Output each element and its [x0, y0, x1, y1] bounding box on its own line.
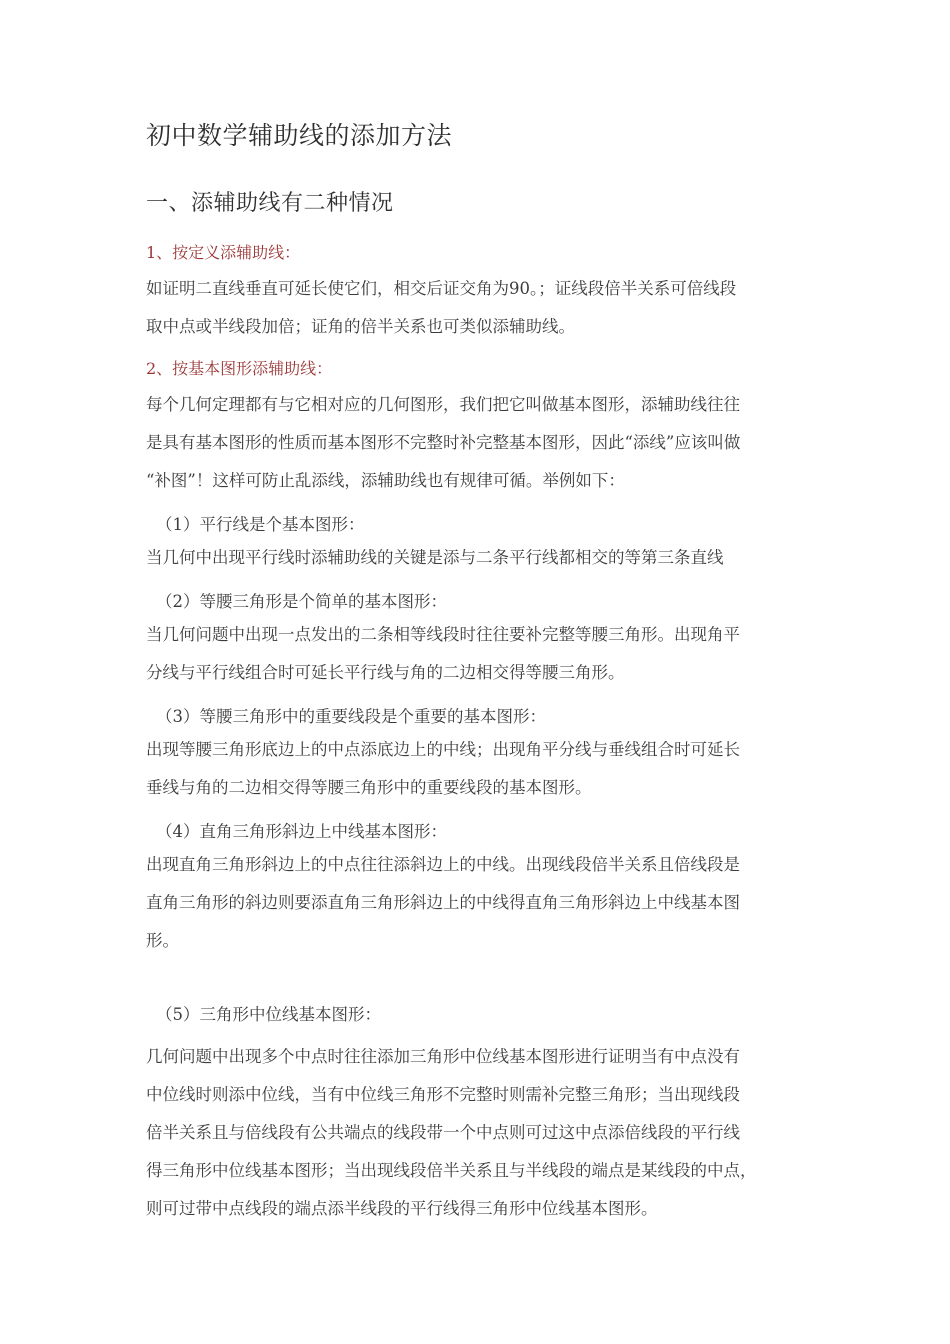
text-line: 出现直角三角形斜边上的中点往往添斜边上的中线。出现线段倍半关系且倍线段是 — [146, 855, 740, 874]
item-paragraph — [146, 539, 724, 577]
item-paragraph — [146, 616, 740, 692]
document-title: 初中数学辅助线的添加方法 — [146, 121, 453, 150]
item-paragraph — [146, 731, 740, 807]
item-label: （2）等腰三角形是个简单的基本图形： — [156, 592, 447, 611]
text-line: 当几何问题中出现一点发出的二条相等线段时往往要补完整等腰三角形。出现角平 — [146, 625, 740, 644]
paragraph-definition — [146, 270, 736, 346]
text-line: 直角三角形的斜边则要添直角三角形斜边上的中线得直角三角形斜边上中线基本图 — [146, 893, 740, 912]
item-label: （4）直角三角形斜边上中线基本图形： — [156, 822, 447, 841]
paragraph-basic-figure — [146, 386, 740, 500]
section-heading: 一、添辅助线有二种情况 — [146, 191, 394, 216]
text-line: 取中点或半线段加倍；证角的倍半关系也可类似添辅助线。 — [146, 317, 575, 336]
item-label: （1）平行线是个基本图形： — [156, 515, 365, 534]
item-paragraph — [146, 1038, 757, 1228]
text-line: 当几何中出现平行线时添辅助线的关键是添与二条平行线都相交的等第三条直线 — [146, 548, 724, 567]
text-line: 垂线与角的二边相交得等腰三角形中的重要线段的基本图形。 — [146, 778, 592, 797]
subsection-heading-basic-figure: 2、按基本图形添辅助线： — [146, 359, 333, 378]
text-line: 中位线时则添中位线，当有中位线三角形不完整时则需补完整三角形；当出现线段 — [146, 1085, 740, 1104]
item-label: （5）三角形中位线基本图形： — [156, 1005, 381, 1024]
text-line: “补图”！这样可防止乱添线，添辅助线也有规律可循。举例如下： — [146, 471, 625, 490]
text-line: 出现等腰三角形底边上的中点添底边上的中线；出现角平分线与垂线组合时可延长 — [146, 740, 740, 759]
text-line: 每个几何定理都有与它相对应的几何图形，我们把它叫做基本图形，添辅助线往往 — [146, 395, 740, 414]
text-line: 是具有基本图形的性质而基本图形不完整时补完整基本图形，因此“添线”应该叫做 — [146, 433, 741, 452]
text-line: 倍半关系且与倍线段有公共端点的线段带一个中点则可过这中点添倍线段的平行线 — [146, 1123, 740, 1142]
item-paragraph — [146, 846, 740, 960]
item-label: （3）等腰三角形中的重要线段是个重要的基本图形： — [156, 707, 546, 726]
text-line: 则可过带中点线段的端点添半线段的平行线得三角形中位线基本图形。 — [146, 1199, 658, 1218]
text-line: 如证明二直线垂直可延长使它们，相交后证交角为90。；证线段倍半关系可倍线段 — [146, 279, 737, 298]
text-line: 几何问题中出现多个中点时往往添加三角形中位线基本图形进行证明当有中点没有 — [146, 1047, 740, 1066]
text-line: 形。 — [146, 931, 179, 950]
subsection-heading-definition: 1、按定义添辅助线： — [146, 243, 301, 262]
text-line: 得三角形中位线基本图形；当出现线段倍半关系且与半线段的端点是某线段的中点， — [146, 1161, 757, 1180]
text-line: 分线与平行线组合时可延长平行线与角的二边相交得等腰三角形。 — [146, 663, 625, 682]
